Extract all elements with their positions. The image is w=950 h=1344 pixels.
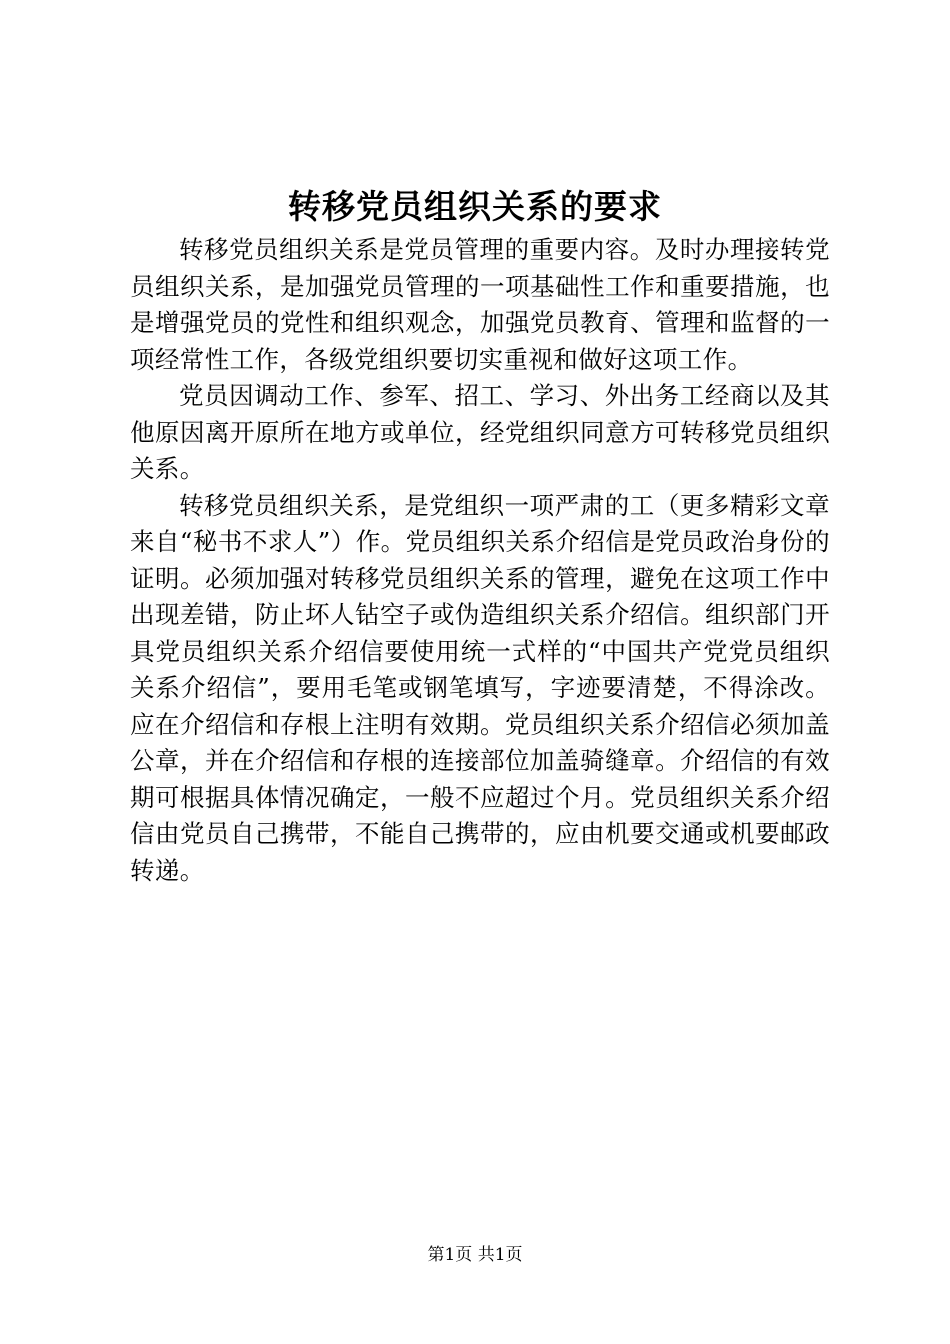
paragraph-intro: 转移党员组织关系是党员管理的重要内容。及时办理接转党员组织关系，是加强党员管理的一项基础性工作和重要措施，也是增强党员的党性和组织观念，加强党员教育、管理和监督的一项经常性工作，各级党组织要切实重视和做好这项工作。 [130,235,830,374]
paragraph-transfer-reasons: 党员因调动工作、参军、招工、学习、外出务工经商以及其他原因离开原所在地方或单位，经党组织同意方可转移党员组织关系。 [130,381,830,483]
paragraph-introduction-letter: 转移党员组织关系，是党组织一项严肃的工（更多精彩文章来自“秘书不求人”）作。党员组织关系介绍信是党员政治身份的证明。必须加强对转移党员组织关系的管理，避免在这项工作中出现差错，防止坏人钻空子或伪造组织关系介绍信。组织部门开具党员组织关系介绍信要使用统一式样的“中国共产党党员组织关系介绍信”，要用毛笔或钢笔填写，字迹要清楚，不得涂改。应在介绍信和存根上注明有效期。党员组织关系介绍信必须加盖公章，并在介绍信和存根的连接部位加盖骑缝章。介绍信的有效期可根据具体情况确定，一般不应超过个月。党员组织关系介绍信由党员自己携带，不能自己携带的，应由机要交通或机要邮政转递。 [130,490,830,885]
page-footer: 第1页 共1页 [427,1245,523,1265]
document-body [130,232,830,889]
document-title: 转移党员组织关系的要求 [288,187,662,226]
